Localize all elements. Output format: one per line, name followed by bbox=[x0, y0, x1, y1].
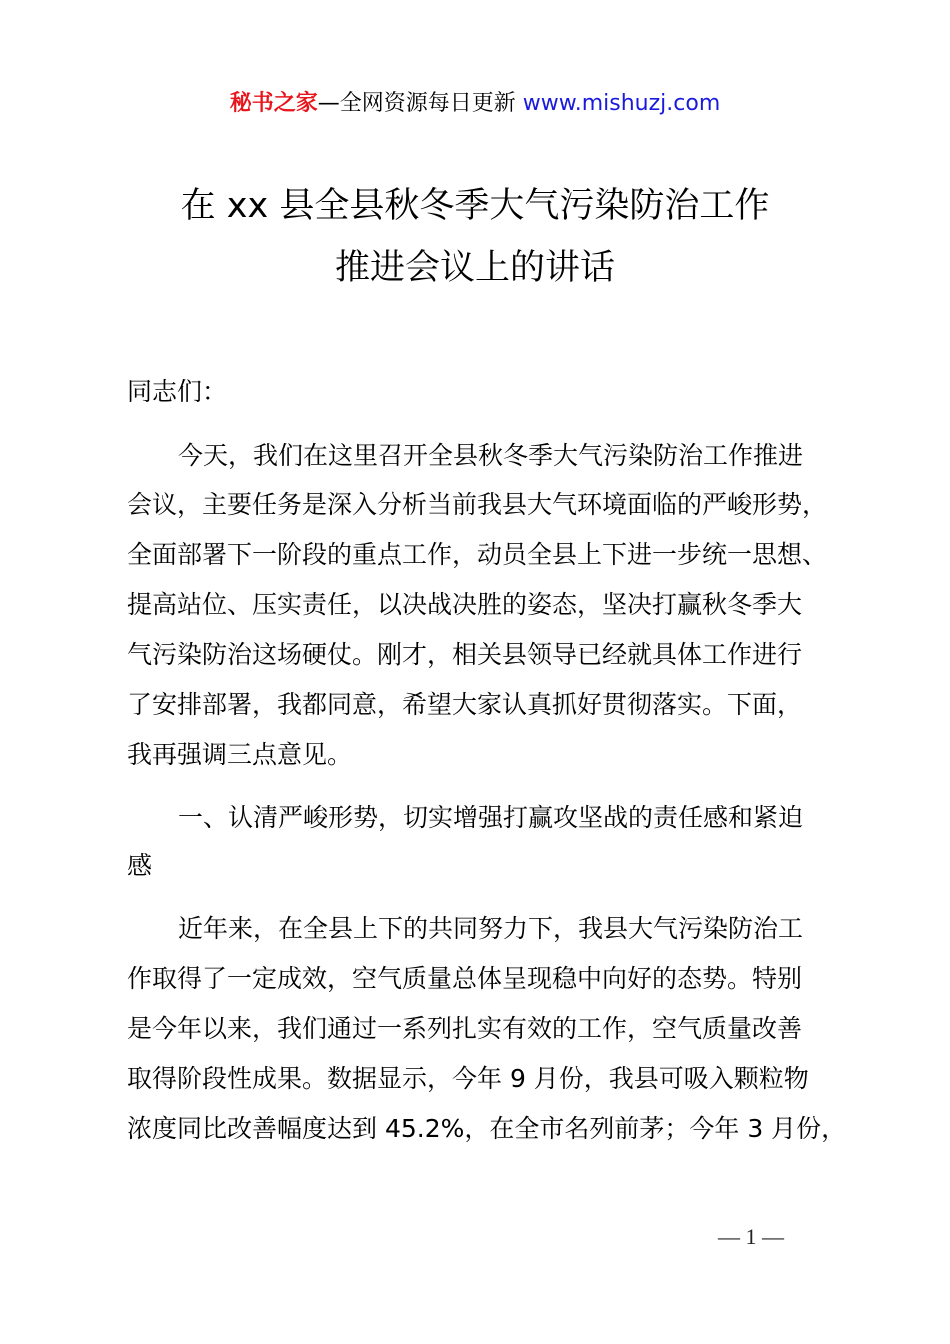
text-line: 取得阶段性成果。数据显示，今年 9 月份，我县可吸入颗粒物 bbox=[127, 1064, 809, 1093]
text-line: 作取得了一定成效，空气质量总体呈现稳中向好的态势。特别 bbox=[127, 964, 803, 993]
heading-line: 一、认清严峻形势，切实增强打赢攻坚战的责任感和紧迫 bbox=[178, 803, 804, 832]
heading-line: 感 bbox=[127, 851, 153, 880]
text-line: 浓度同比改善幅度达到 45.2%，在全市名列前茅；今年 3 月份， bbox=[127, 1114, 847, 1143]
text-line: 提高站位、压实责任，以决战决胜的姿态，坚决打赢秋冬季大 bbox=[127, 590, 803, 619]
text-line: 今天，我们在这里召开全县秋冬季大气污染防治工作推进 bbox=[178, 441, 804, 470]
site-header bbox=[0, 88, 950, 120]
greeting: 同志们： bbox=[127, 377, 228, 406]
page-number: — 1 — bbox=[718, 1224, 784, 1249]
text-line: 我再强调三点意见。 bbox=[127, 740, 353, 769]
text-line: 了安排部署，我都同意，希望大家认真抓好贯彻落实。下面， bbox=[127, 690, 803, 719]
text-line: 会议，主要任务是深入分析当前我县大气环境面临的严峻形势， bbox=[127, 490, 828, 519]
text-line: 是今年以来，我们通过一系列扎实有效的工作，空气质量改善 bbox=[127, 1014, 803, 1043]
document-title-line: 推进会议上的讲话 bbox=[334, 248, 615, 288]
site-url-link[interactable]: www.mishuzj.com bbox=[522, 91, 721, 116]
text-line: 全面部署下一阶段的重点工作，动员全县上下进一步统一思想、 bbox=[127, 540, 828, 569]
text-line: 气污染防治这场硬仗。刚才，相关县领导已经就具体工作进行 bbox=[127, 640, 803, 669]
header-slogan: —全网资源每日更新 bbox=[317, 91, 516, 116]
document-title-line: 在 xx 县全县秋冬季大气污染防治工作 bbox=[180, 186, 770, 226]
text-line: 近年来，在全县上下的共同努力下，我县大气污染防治工 bbox=[178, 914, 804, 943]
brand-name: 秘书之家 bbox=[229, 91, 318, 116]
